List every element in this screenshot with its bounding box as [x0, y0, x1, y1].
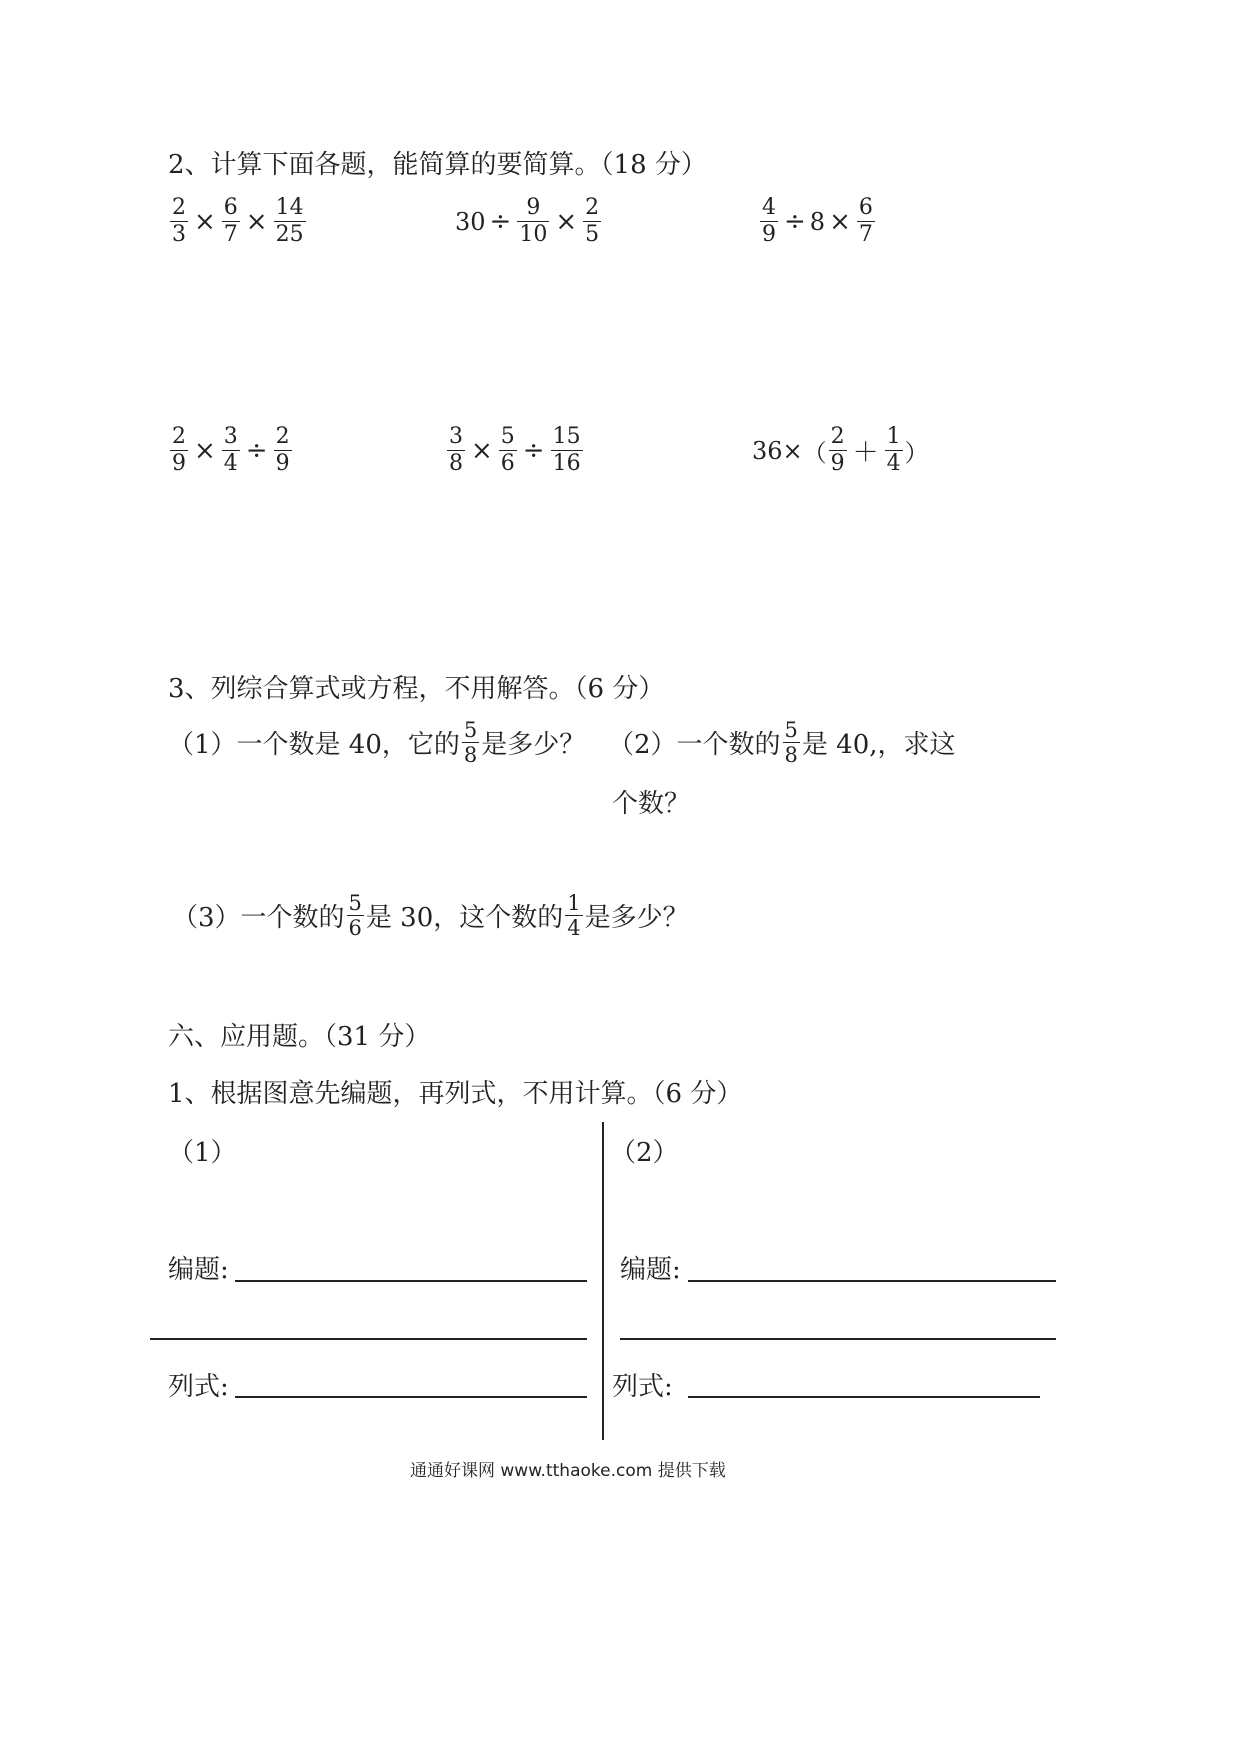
- q2-heading: 2、计算下面各题，能简算的要简算。（18 分）: [168, 150, 707, 180]
- section6-heading: 六、应用题。（31 分）: [168, 1022, 431, 1052]
- fraction: $\frac{2}{5}$: [585, 195, 600, 247]
- fraction: $\frac{3}{4}$: [223, 424, 238, 476]
- footer-text: 通通好课网 www.tthaoke.com 提供下载: [410, 1461, 726, 1481]
- fraction: $\frac{15}{16}$: [552, 424, 581, 476]
- q2-expr-5: $\frac{3}{8}$ × $\frac{5}{6}$ ÷ $\frac{15}{16}$: [449, 424, 581, 476]
- bianti-line-left-2[interactable]: [150, 1338, 587, 1340]
- fraction: $\frac{1}{4}$: [567, 891, 581, 940]
- fraction: $\frac{1}{4}$: [886, 424, 901, 476]
- fraction: $\frac{2}{9}$: [172, 424, 186, 476]
- lieshi-label-left: 列式:: [168, 1372, 229, 1402]
- bianti-label-left: 编题:: [168, 1255, 229, 1285]
- s6-right-label: （2）: [610, 1138, 679, 1168]
- fraction: $\frac{3}{8}$: [449, 424, 463, 476]
- fraction: $\frac{6}{7}$: [223, 195, 238, 247]
- q2-expr-1: $\frac{2}{3}$ × $\frac{6}{7}$ × $\frac{14}{25}$: [172, 195, 304, 247]
- q3-problem-2-continuation: 个数？: [612, 789, 691, 819]
- fraction: $\frac{2}{3}$: [172, 195, 186, 247]
- q3-problem-1: （1）一个数是 40，它的 $\frac{5}{8}$ 是多少？: [168, 718, 586, 767]
- q3-problem-2: （2）一个数的 $\frac{5}{8}$ 是 40,，求这: [608, 718, 956, 767]
- fraction: $\frac{5}{8}$: [463, 718, 478, 767]
- fraction: $\frac{5}{6}$: [348, 891, 362, 940]
- divider-vertical: [602, 1122, 604, 1440]
- fraction: $\frac{6}{7}$: [858, 195, 873, 247]
- fraction: $\frac{9}{10}$: [519, 195, 548, 247]
- fraction: $\frac{4}{9}$: [762, 195, 776, 247]
- q2-expr-4: $\frac{2}{9}$ × $\frac{3}{4}$ ÷ $\frac{2}{9}$: [172, 424, 290, 476]
- q3-problem-3: （3）一个数的 $\frac{5}{6}$ 是 30，这个数的 $\frac{1}{4}$ 是多少？: [172, 891, 689, 940]
- s6-left-label: （1）: [168, 1138, 237, 1168]
- q2-expr-2: 30 ÷ $\frac{9}{10}$ × $\frac{2}{5}$: [455, 195, 600, 247]
- bianti-line-right-2[interactable]: [620, 1338, 1056, 1340]
- fraction: $\frac{2}{9}$: [275, 424, 290, 476]
- fraction: $\frac{14}{25}$: [275, 195, 304, 247]
- bianti-line-left[interactable]: [235, 1280, 587, 1282]
- lieshi-label-right: 列式:: [612, 1372, 673, 1402]
- bianti-label-right: 编题:: [620, 1255, 681, 1285]
- fraction: $\frac{5}{6}$: [500, 424, 515, 476]
- fraction: $\frac{5}{8}$: [784, 718, 798, 767]
- fraction: $\frac{2}{9}$: [830, 424, 845, 476]
- q3-heading: 3、列综合算式或方程，不用解答。（6 分）: [168, 674, 665, 704]
- s6-q1-heading: 1、根据图意先编题，再列式，不用计算。（6 分）: [168, 1079, 743, 1109]
- lieshi-line-left[interactable]: [235, 1396, 587, 1398]
- bianti-line-right[interactable]: [688, 1280, 1056, 1282]
- q2-expr-3: $\frac{4}{9}$ ÷ 8 × $\frac{6}{7}$: [762, 195, 873, 247]
- lieshi-line-right[interactable]: [688, 1396, 1040, 1398]
- q2-expr-6: 36× （ $\frac{2}{9}$ ＋ $\frac{1}{4}$ ）: [752, 424, 929, 476]
